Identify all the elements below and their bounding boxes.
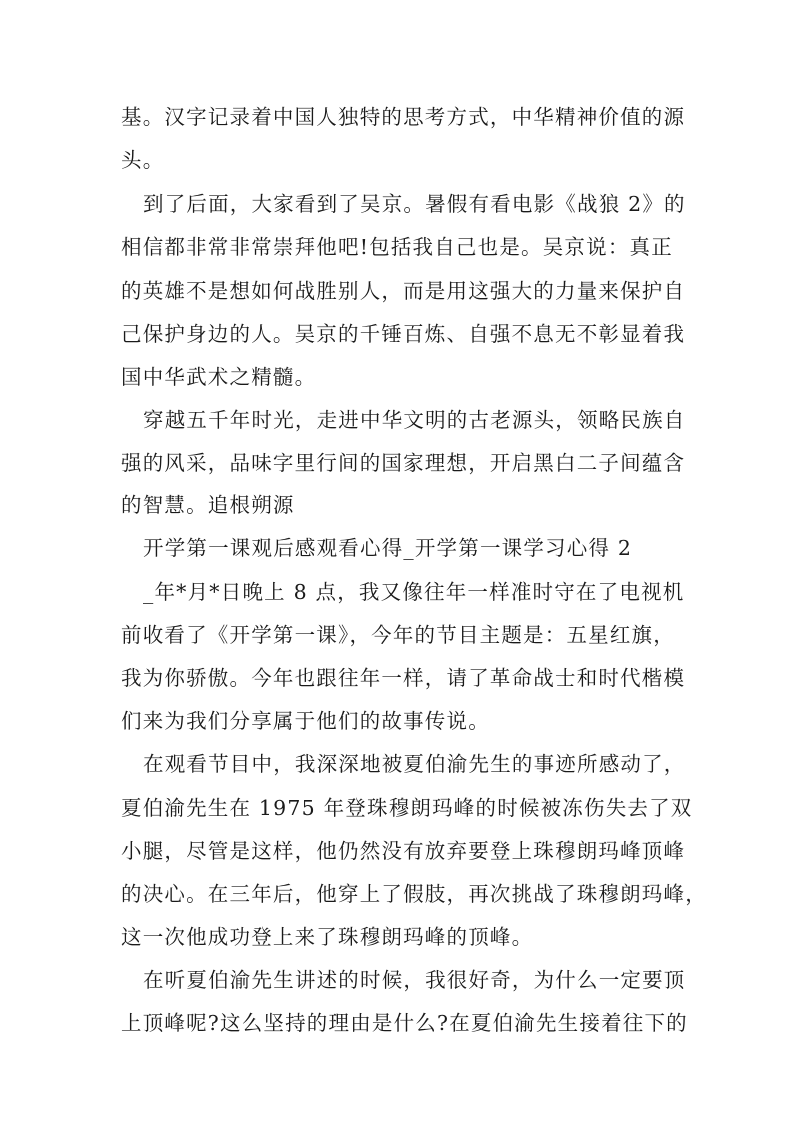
text-line: 上顶峰呢?这么坚持的理由是什么?在夏伯渝先生接着往下的 — [121, 1011, 688, 1035]
paragraph-start-line: 穿越五千年时光，走进中华文明的古老源头，领略民族自 — [143, 408, 686, 432]
paragraph-start-line: 在听夏伯渝先生讲述的时候，我很好奇，为什么一定要顶 — [143, 968, 686, 992]
text-line: 我为你骄傲。今年也跟往年一样，请了革命战士和时代楷模 — [121, 666, 686, 690]
paragraph-start-line: 到了后面，大家看到了吴京。暑假有看电影《战狼 2》的 — [143, 192, 686, 216]
text-line: 的决心。在三年后，他穿上了假肢，再次挑战了珠穆朗玛峰， — [121, 882, 707, 906]
text-line: 夏伯渝先生在 1975 年登珠穆朗玛峰的时候被冻伤失去了双 — [121, 796, 693, 820]
paragraph-start-line: _年*月*日晚上 8 点，我又像往年一样准时守在了电视机 — [143, 580, 685, 604]
text-line: 强的风采，品味字里行间的国家理想，开启黑白二子间蕴含 — [121, 451, 686, 475]
section-heading: 开学第一课观后感观看心得_开学第一课学习心得 2 — [143, 536, 633, 560]
text-line: 小腿，尽管是这样，他仍然没有放弃要登上珠穆朗玛峰顶峰 — [121, 839, 686, 863]
text-line: 这一次他成功登上来了珠穆朗玛峰的顶峰。 — [121, 925, 534, 949]
text-line: 们来为我们分享属于他们的故事传说。 — [121, 709, 490, 733]
text-line: 基。汉字记录着中国人独特的思考方式，中华精神价值的源 — [121, 105, 686, 129]
text-line: 己保护身边的人。吴京的千锤百炼、自强不息无不彰显着我 — [121, 322, 686, 346]
text-line: 的英雄不是想如何战胜别人，而是用这强大的力量来保护自 — [121, 279, 686, 303]
text-line: 前收看了《开学第一课》，今年的节目主题是：五星红旗， — [121, 623, 675, 647]
paragraph-start-line: 在观看节目中，我深深地被夏伯渝先生的事迹所感动了， — [143, 752, 686, 776]
text-line: 的智慧。追根朔源 — [121, 493, 295, 517]
text-line: 国中华武术之精髓。 — [121, 365, 317, 389]
text-line: 相信都非常非常崇拜他吧!包括我自己也是。吴京说：真正 — [121, 235, 673, 259]
text-line: 头。 — [121, 148, 165, 172]
